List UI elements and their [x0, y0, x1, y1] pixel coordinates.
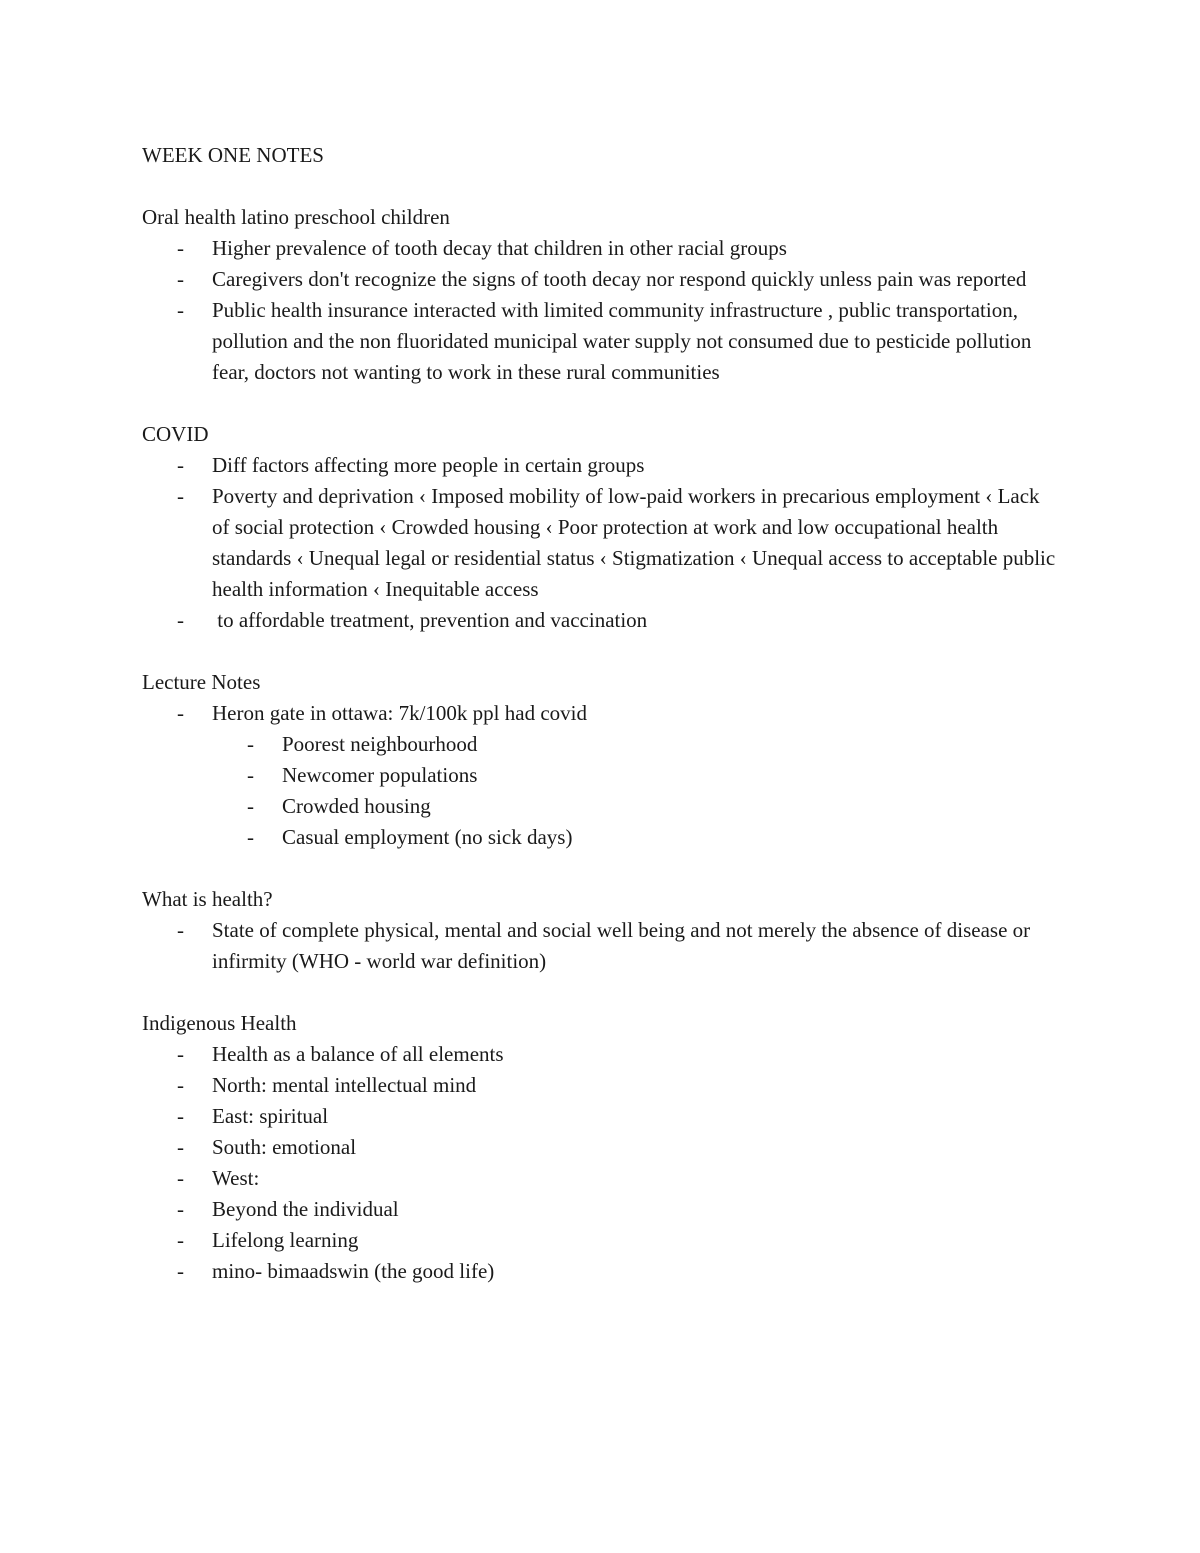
section-lecture-notes — [142, 667, 1062, 853]
section-indigenous-health — [142, 1008, 1062, 1287]
list-item-text: Diff factors affecting more people in certain groups — [212, 453, 645, 477]
section-heading: Oral health latino preschool children — [142, 205, 450, 229]
list-item — [142, 1163, 1062, 1194]
sub-list-item-text: Poorest neighbourhood — [282, 732, 478, 756]
list-item-text: Lifelong learning — [212, 1228, 359, 1252]
sub-bullet-list — [212, 729, 1062, 853]
dash-bullet: - — [177, 701, 184, 725]
dash-bullet: - — [177, 1042, 184, 1066]
list-item-text: Higher prevalence of tooth decay that children in other racial groups — [212, 236, 787, 260]
list-item — [142, 1101, 1062, 1132]
dash-bullet: - — [177, 918, 184, 942]
dash-bullet: - — [177, 1166, 184, 1190]
bullet-list — [142, 698, 1062, 853]
list-item-text: Public health insurance interacted with limited community infrastructure , public transportation, pollution and the non fluoridated municipal water supply not consumed due to pesticide pollution fear, doctors not wanting to work in these rural communities — [212, 298, 1032, 384]
list-item — [142, 450, 1062, 481]
section-heading: Lecture Notes — [142, 670, 261, 694]
dash-bullet: - — [177, 1259, 184, 1283]
list-item-text: mino- bimaadswin (the good life) — [212, 1259, 495, 1283]
list-item-text: State of complete physical, mental and social well being and not merely the absence of disease or infirmity (WHO - world war definition) — [212, 918, 1031, 973]
list-item-text: West: — [212, 1166, 260, 1190]
dash-bullet: - — [177, 1073, 184, 1097]
dash-bullet: - — [177, 236, 184, 260]
dash-bullet: - — [247, 732, 254, 756]
list-item — [142, 698, 1062, 853]
dash-bullet: - — [177, 298, 184, 322]
dash-bullet: - — [247, 794, 254, 818]
list-item-text: to affordable treatment, prevention and vaccination — [212, 608, 648, 632]
dash-bullet: - — [177, 1197, 184, 1221]
bullet-list — [142, 1039, 1062, 1287]
section-heading: Indigenous Health — [142, 1011, 297, 1035]
list-item — [142, 481, 1062, 605]
list-item — [142, 1132, 1062, 1163]
list-item-text: Poverty and deprivation ‹ Imposed mobility of low-paid workers in precarious employment ‹ Lack of social protection ‹ Crowded housing ‹ Poor protection at work and low occupational health standards ‹ Unequal legal or residential status ‹ Stigmatization ‹ Unequal access to acceptable public health information ‹ Inequitable access — [212, 484, 1056, 601]
list-item-text: Beyond the individual — [212, 1197, 399, 1221]
list-item — [142, 1194, 1062, 1225]
list-item — [142, 605, 1062, 636]
list-item — [142, 295, 1062, 388]
sub-list-item — [212, 729, 1062, 760]
bullet-list — [142, 915, 1062, 977]
sub-list-item-text: Newcomer populations — [282, 763, 478, 787]
dash-bullet: - — [247, 825, 254, 849]
list-item-text: Caregivers don't recognize the signs of tooth decay nor respond quickly unless pain was reported — [212, 267, 1027, 291]
list-item — [142, 1256, 1062, 1287]
bullet-list — [142, 233, 1062, 388]
dash-bullet: - — [177, 267, 184, 291]
dash-bullet: - — [177, 484, 184, 508]
list-item — [142, 233, 1062, 264]
dash-bullet: - — [177, 1135, 184, 1159]
list-item-text: Heron gate in ottawa: 7k/100k ppl had covid — [212, 701, 587, 725]
sub-list-item-text: Crowded housing — [282, 794, 431, 818]
list-item-text: North: mental intellectual mind — [212, 1073, 477, 1097]
document-page — [142, 140, 1062, 1287]
section-heading: What is health? — [142, 887, 273, 911]
section-covid — [142, 419, 1062, 636]
sub-list-item-text: Casual employment (no sick days) — [282, 825, 573, 849]
list-item — [142, 915, 1062, 977]
section-oral-health — [142, 202, 1062, 388]
list-item — [142, 1070, 1062, 1101]
dash-bullet: - — [247, 763, 254, 787]
list-item — [142, 1225, 1062, 1256]
bullet-list — [142, 450, 1062, 636]
sub-list-item — [212, 760, 1062, 791]
dash-bullet: - — [177, 608, 184, 632]
list-item — [142, 264, 1062, 295]
list-item — [142, 1039, 1062, 1070]
dash-bullet: - — [177, 1228, 184, 1252]
sub-list-item — [212, 791, 1062, 822]
list-item-text: Health as a balance of all elements — [212, 1042, 504, 1066]
document-title: WEEK ONE NOTES — [142, 143, 324, 167]
dash-bullet: - — [177, 453, 184, 477]
list-item-text: East: spiritual — [212, 1104, 329, 1128]
sub-list-item — [212, 822, 1062, 853]
section-heading: COVID — [142, 422, 209, 446]
section-what-is-health — [142, 884, 1062, 977]
dash-bullet: - — [177, 1104, 184, 1128]
list-item-text: South: emotional — [212, 1135, 357, 1159]
